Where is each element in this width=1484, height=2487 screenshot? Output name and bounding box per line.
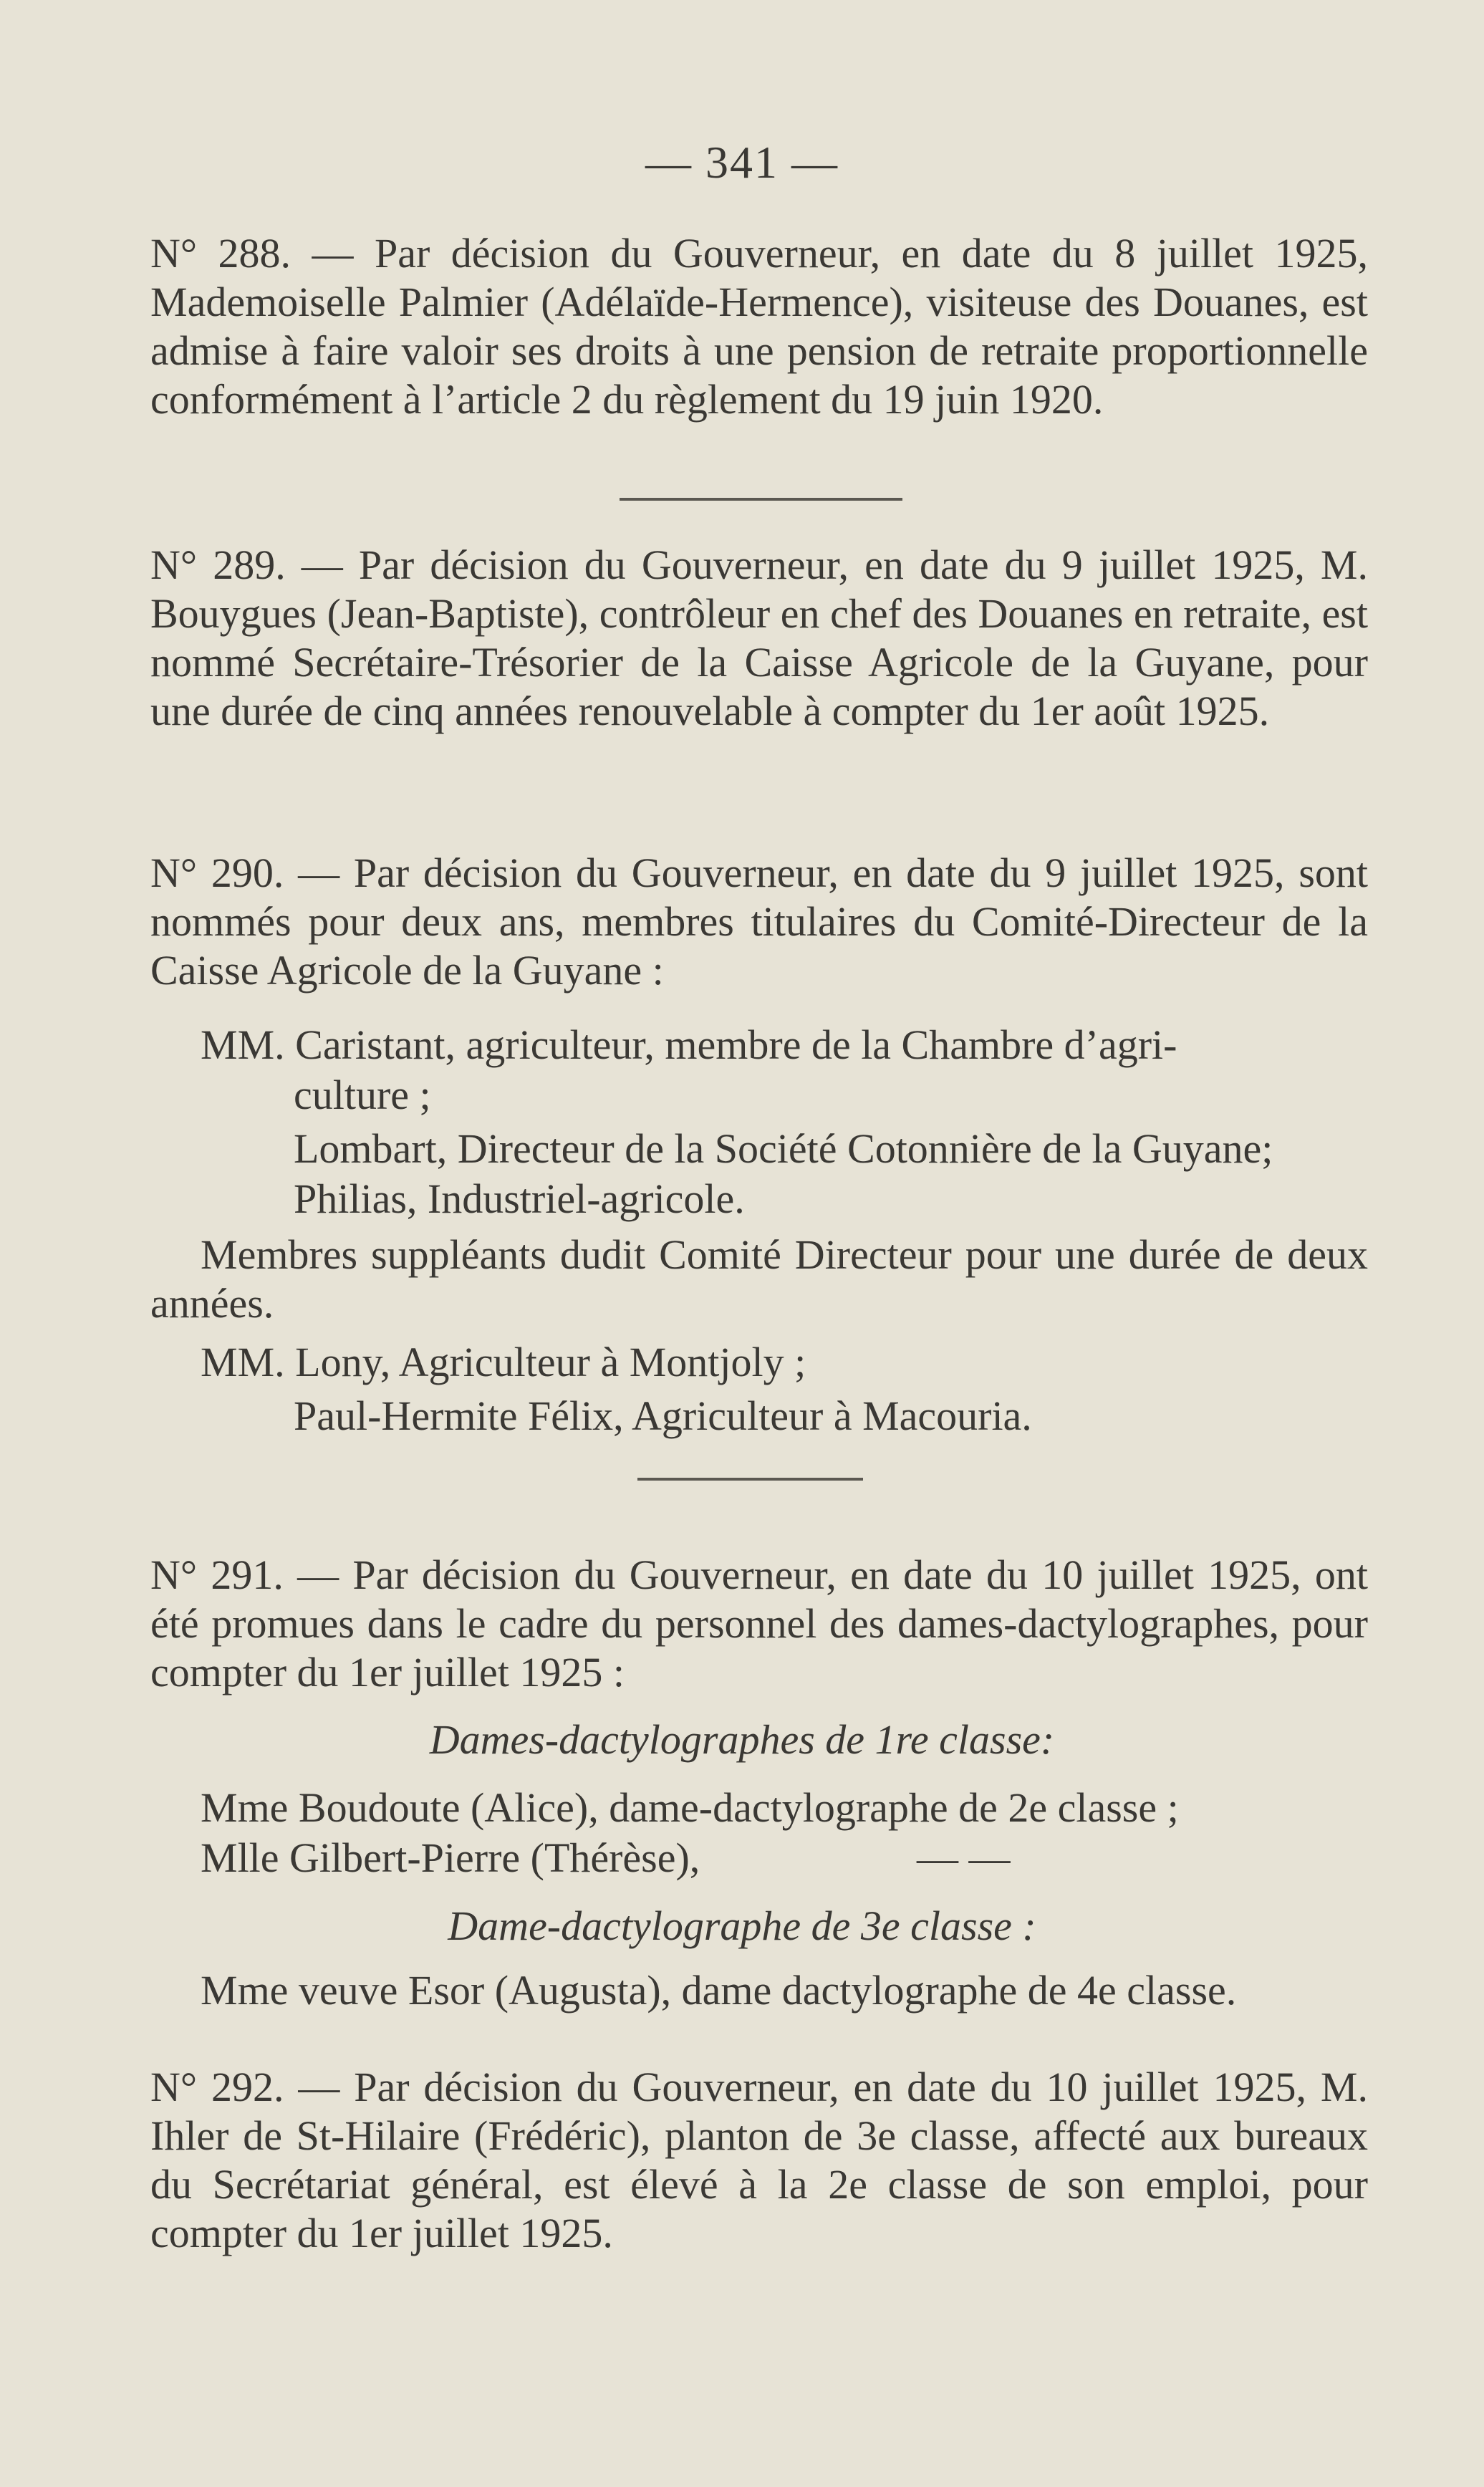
member-line: Philias, Industriel-agricole.: [294, 1175, 745, 1222]
divider-rule: [637, 1478, 863, 1481]
section-heading: Dames-dactylographes de 1re classe:: [429, 1716, 1055, 1763]
entry-288: [150, 229, 1368, 424]
entry-290-text: N° 290. — Par décision du Gouverneur, en date du 9 juillet 1925, sont nommés pour deux ans, membres titulaires du Comité-Directeur de la Caisse Agricole de la Guyane :: [150, 850, 1368, 994]
substitutes-text: Membres suppléants dudit Comité Directeur pour une durée de deux années.: [150, 1231, 1368, 1327]
entry-289-text: N° 289. — Par décision du Gouverneur, en date du 9 juillet 1925, M. Bouygues (Jean-Baptiste), contrôleur en chef des Douanes en retraite, est nommé Secrétaire-Trésorier de la Caisse Agricole de la Guyane, pour une durée de cinq années renouvelable à compter du 1er août 1925.: [150, 542, 1368, 734]
entry-289: [150, 541, 1368, 736]
promotion-line: Mme veuve Esor (Augusta), dame dactylographe de 4e classe.: [201, 1967, 1237, 2014]
section-heading: Dame-dactylographe de 3e classe :: [448, 1902, 1036, 1949]
promotion-line: Mme Boudoute (Alice), dame-dactylographe de 2e classe ;: [201, 1784, 1179, 1831]
entry-292: [150, 2063, 1368, 2258]
page-number: — 341 —: [645, 137, 839, 188]
member-line: culture ;: [294, 1072, 431, 1118]
entry-291-text: N° 291. — Par décision du Gouverneur, en date du 10 juillet 1925, ont été promues dans le cadre du personnel des dames-dactylographes, pour compter du 1er juillet 1925 :: [150, 1552, 1368, 1695]
ditto-marks: — —: [917, 1834, 1011, 1881]
member-line: Lombart, Directeur de la Société Cotonnière de la Guyane;: [294, 1125, 1273, 1172]
substitute-line: MM. Lony, Agriculteur à Montjoly ;: [201, 1339, 806, 1385]
entry-290: [150, 849, 1368, 995]
entry-292-text: N° 292. — Par décision du Gouverneur, en date du 10 juillet 1925, M. Ihler de St-Hilaire (Frédéric), planton de 3e classe, affecté aux bureaux du Secrétariat général, est élevé à la 2e classe de son emploi, pour compter du 1er juillet 1925.: [150, 2064, 1368, 2256]
divider-rule: [620, 498, 902, 501]
substitute-line: Paul-Hermite Félix, Agriculteur à Macouria.: [294, 1392, 1032, 1439]
member-line: MM. Caristant, agriculteur, membre de la Chambre d’agri-: [201, 1021, 1177, 1068]
substitutes-paragraph: [150, 1231, 1368, 1328]
entry-288-text: N° 288. — Par décision du Gouverneur, en date du 8 juillet 1925, Mademoiselle Palmier (Adélaïde-Hermence), visiteuse des Douanes, est admise à faire valoir ses droits à une pension de retraite proportionnelle conformément à l’article 2 du règlement du 19 juin 1920.: [150, 230, 1368, 423]
promotion-line: Mlle Gilbert-Pierre (Thérèse),: [201, 1834, 700, 1881]
entry-291: [150, 1551, 1368, 1697]
